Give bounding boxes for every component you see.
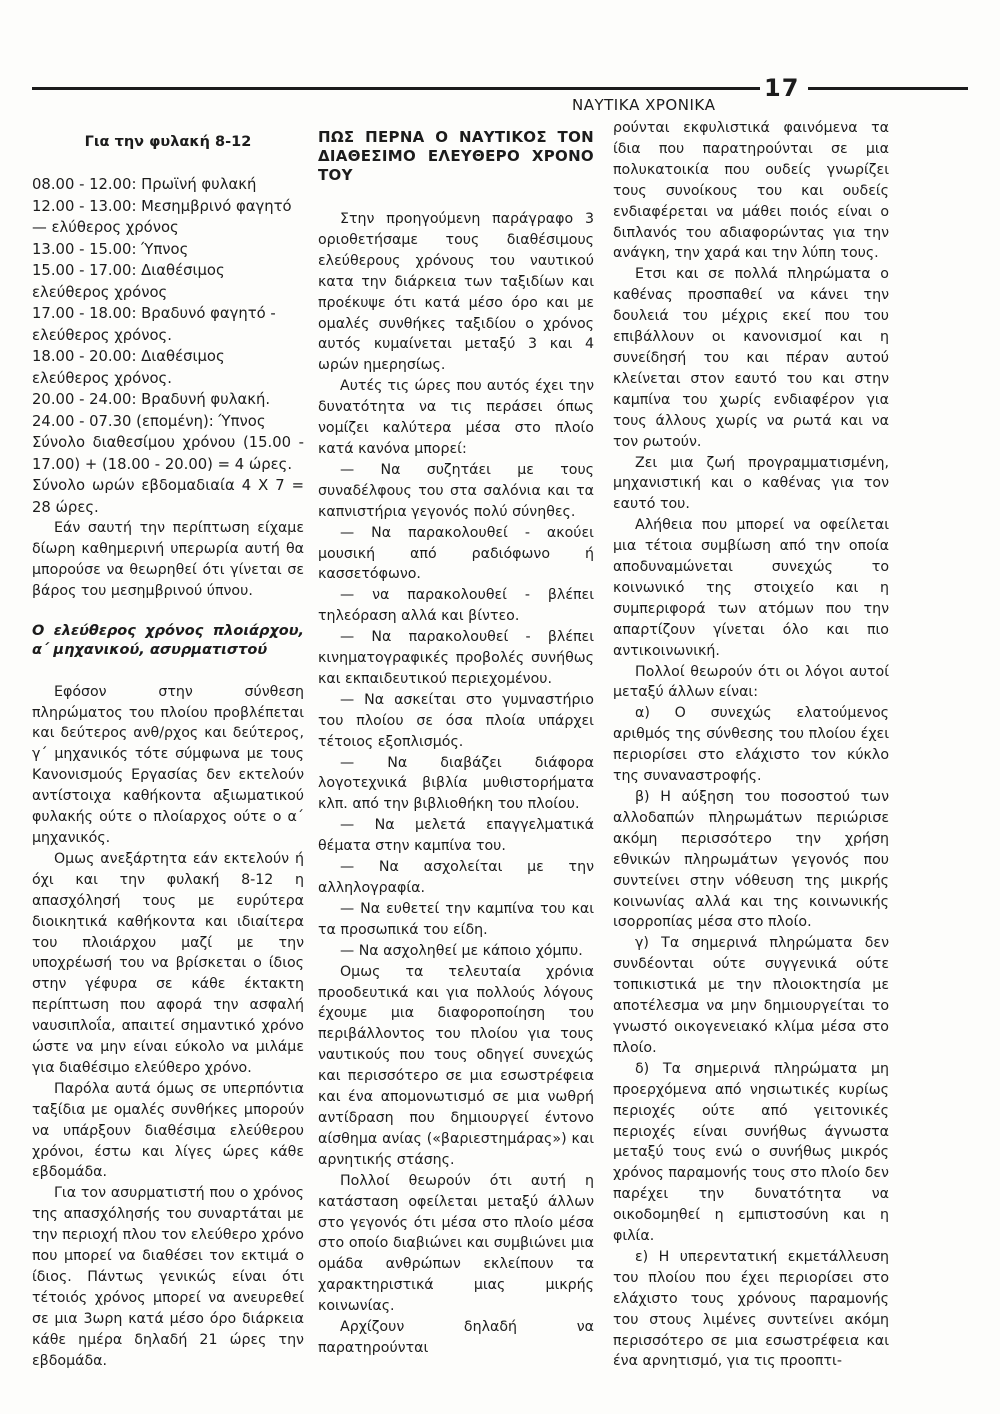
- list-item: — Να ασχολείται με την αλληλογραφία.: [318, 859, 594, 896]
- list-item: β) Η αύξηση του ποσοστού των αλλοδαπών πληρωμάτων περιώρισε ακόμη περισσότερο την χρήση εθνικών πληρωμάτων γεγονός που συντείνει στην νόθευση της μικρής κοινωνίας αλλά και της κοινωνικής ισορροπίας μέσα στο πλοίο.: [613, 789, 889, 931]
- paragraph: Ομως τα τελευταία χρόνια προοδευτικά και για πολλούς λόγους έχουμε μια διαφοροποίηση του περιβάλλοντος του πλοίου για τους ναυτικούς που τους οδηγεί συνεχώς και περισσότερο σε μια εσωστρέφεια και ένα απομονωτισμό σε μια νωθρή αντίδραση που δημιουργεί έντονο αίσθημα ανίας («βαριεστημάρας») και αρνητικής στάσης.: [318, 963, 594, 1168]
- section-heading-watch: Για την φυλακή 8-12: [84, 134, 252, 150]
- paragraph: Εφόσον στην σύνθεση πληρώματος του πλοίου προβλέπεται και δεύτερος ανθ/ρχος και δεύτερος, γ΄ μηχανικός τότε σύμφωνα με τους Κανονισμούς Εργασίας δεν εκτελούν αντίστοιχα καθήκοντα αξιωματικού φυλακής ούτε ο πλοίαρχος ούτε ο α΄ μηχανικός.: [32, 683, 304, 846]
- paragraph: Ζει μια ζωή προγραμματισμένη, μηχανιστική και ο καθένας για τον εαυτό του.: [613, 454, 889, 513]
- column-1: [32, 118, 304, 1372]
- paragraph: ρούνται εκφυλιστικά φαινόμενα τα ίδια που παρατηρούνται σε μια πολυκατοικία που ουδείς γνωρίζει τους συνοίκους του και ουδείς ενδιαφέρεται να μάθει ποιός είναι ο διπλανός του αδιαφορώντας για την ανάγκη, την χαρά και την λύπη τους.: [613, 120, 889, 262]
- list-item: — Να ευθετεί την καμπίνα του και τα προσωπικά του είδη.: [318, 900, 594, 938]
- paragraph: Ομως ανεξάρτητα εάν εκτελούν ή όχι και την φυλακή 8-12 η απασχόλησή τους με ευρύτερα διοικητικά καθήκοντα και ιδιαίτερα του πλοιάρχου μαζί με την υποχρέωσή του να βρίσκεται ο ίδιος στην γέφυρα σε κάθε έκτακτη περίπτωση που αφορά την ασφαλή ναυσιπλοΐα, απαιτεί σημαντικό χρόνο ώστε να μην είναι εύκολο να μιλάμε για διαθέσιμο ελεύθερο χρόνο.: [32, 850, 304, 1076]
- list-item: — Να παρακολουθεί - βλέπει κινηματογραφικές προβολές συνήθως και εκπαιδευτικού περιεχομένου.: [318, 629, 594, 687]
- schedule-line: 08.00 - 12.00: Πρωϊνή φυλακή: [32, 176, 257, 193]
- schedule-line: 12.00 - 13.00: Μεσημβρινό φαγητό — ελύθερος χρόνος: [32, 197, 292, 236]
- list-item: — Να ασκείται στο γυμναστήριο του πλοίου σε όσα πλοία υπάρχει τέτοιος εξοπλισμός.: [318, 691, 594, 750]
- running-title: ΝΑΥΤΙΚΑ ΧΡΟΝΙΚΑ: [572, 96, 716, 114]
- paragraph: Αυτές τις ώρες που αυτός έχει την δυνατότητα να τις περάσει όπως νομίζει καλύτερα μέσα στο πλοίο κατά κανόνα μπορεί:: [318, 378, 594, 457]
- list-item: α) Ο συνεχώς ελατούμενος αριθμός της σύνθεσης του πλοίου έχει περιορίσει στο ελάχιστο τον κύκλο της συναναστροφής.: [613, 705, 889, 785]
- list-item: — Να συζητάει με τους συναδέλφους του στα σαλόνια και τα καπνιστήρια γεγονός πολύ σύνηθες.: [318, 461, 594, 520]
- schedule-line: 18.00 - 20.00: Διαθέσιμος ελεύθερος χρόνος.: [32, 348, 225, 387]
- list-item: — Να διαβάζει διάφορα λογοτεχνικά βιβλία μυθιστορήματα κλπ. από την βιβλιοθήκη του πλοίου.: [318, 754, 594, 813]
- paragraph: Στην προηγούμενη παράγραφο 3 οριοθετήσαμε τους διαθέσιμους ελεύθερους χρόνους του ναυτικού κατα την διάρκεια των ταξιδίων και προέκυψε ότι κατά μέσο όρο και με ομαλές συνθήκες ταξιδίου ο χρόνος αυτός κυμαίνεται μεταξύ 3 και 4 ωρών ημερησίως.: [318, 211, 594, 374]
- schedule-weekly-total: Σύνολο ωρών εβδομαδιαία 4 X 7 = 28 ώρες.: [32, 477, 304, 516]
- schedule-total: Σύνολο διαθεσίμου χρόνου (15.00 - 17.00) + (18.00 - 20.00) = 4 ώρες.: [32, 434, 304, 473]
- article-heading: ΠΩΣ ΠΕΡΝΑ Ο ΝΑΥΤΙΚΟΣ ΤΟΝ ΔΙΑΘΕΣΙΜΟ ΕΛΕΥΘΕΡΟ ΧΡΟΝΟ ΤΟΥ: [318, 128, 594, 184]
- list-item: δ) Τα σημερινά πληρώματα μη προερχόμενα από νησιωτικές κυρίως περιοχές ούτε από γειτονικές περιοχές είναι συνήθως άγνωστα μεταξύ τους ενώ ο συνήθως μικρός χρόνος παραμονής τους στο πλοίο δεν παρέχει την δυνατότητα να οικοδομηθεί η εμπιστοσύνη και η φιλία.: [613, 1060, 889, 1245]
- list-item: — Να ασχοληθεί με κάποιο χόμπυ.: [340, 942, 583, 959]
- schedule-line: 17.00 - 18.00: Βραδυνό φαγητό - ελεύθερος χρόνος.: [32, 305, 276, 344]
- schedule-line: 20.00 - 24.00: Βραδυνή φυλακή.: [32, 391, 271, 408]
- paragraph: Πολλοί θεωρούν ότι οι λόγοι αυτοί μεταξύ άλλων είναι:: [613, 663, 889, 701]
- section-heading-captain: Ο ελεύθερος χρόνος πλοιάρχου, α΄ μηχανικού, ασυρματιστού: [32, 622, 304, 658]
- column-3: [613, 118, 889, 1372]
- paragraph: Για τον ασυρματιστή που ο χρόνος της απασχόλησής του συναρτάται με την περιοχή πλου τον ελεύθερο χρόνο που μπορεί να διαθέσει τον εκτιμά ο ίδιος. Πάντως γενικώς είναι ότι τέτοιός χρόνος μπορεί να ανευρεθεί σε μια 3ωρη κατά μέσο όρο διάρκεια κάθε ημέρα δηλαδή 21 ώρες την εβδομάδα.: [32, 1185, 304, 1369]
- list-item: γ) Τα σημερινά πληρώματα δεν συνδέονται ούτε συγγενικά ούτε τοπικιστικά με την πλοιοκτησία με αποτέλεσμα να μην δημιουργείται το γνωστό οικογενειακό κλίμα μέσα στο πλοίο.: [613, 935, 889, 1056]
- paragraph: Αρχίζουν δηλαδή να παρατηρούνται: [318, 1319, 594, 1356]
- list-item: ε) Η υπερεντατική εκμετάλλευση του πλοίου που έχει περιορίσει στο ελάχιστο τους χρόνους παραμονής του στους λιμένες συντείνει ακόμη περισσότερο σε μια εσωστρέφεια και ένα αρνητισμό, για τις προοπτι-: [613, 1248, 889, 1370]
- column-2: [318, 118, 594, 1359]
- page-number: 17: [764, 74, 800, 102]
- paragraph: Εάν σαυτή την περίπτωση είχαμε δίωρη καθημερινή υπερωρία αυτή θα μπορούσε να θεωρηθεί ότι γίνεται σε βάρος του μεσημβρινού ύπνου.: [32, 520, 304, 599]
- paragraph: Αλήθεια που μπορεί να οφείλεται μια τέτοια συμβίωση από την οποία αποδυναμώνεται συνεχώς το κοινωνικό της στοιχείο και η συμπεριφορά των ατόμων που την απαρτίζουν γίνεται όλο και πιο αντικοινωνική.: [613, 517, 889, 659]
- list-item: — να παρακολουθεί - βλέπει τηλεόραση αλλά και βίντεο.: [318, 587, 594, 625]
- list-item: — Να μελετά επαγγελματικά θέματα στην καμπίνα του.: [318, 817, 594, 855]
- header-rule-right: [808, 87, 968, 90]
- paragraph: Παρόλα αυτά όμως σε υπερπόντια ταξίδια με ομαλές συνθήκες μπορούν να υπάρξουν διαθέσιμα ελεύθερου χρόνοι, έστω και λίγες ώρες κάθε εβδομάδα.: [32, 1080, 304, 1181]
- schedule-line: 15.00 - 17.00: Διαθέσιμος ελεύθερος χρόνος: [32, 262, 225, 301]
- paragraph: Πολλοί θεωρούν ότι αυτή η κατάσταση οφείλεται μεταξύ άλλων στο γεγονός ότι μέσα στο πλοίο μέσα στο οποίο διαβιώνει και συμβιώνει μια ομάδα ανθρώπων εκλείπουν τα χαρακτηριστικά μιας μικρής κοινωνίας.: [318, 1172, 594, 1315]
- schedule-line: 13.00 - 15.00: Ύπνος: [32, 240, 189, 258]
- header-rule-left: [32, 87, 760, 90]
- schedule-line: 24.00 - 07.30 (επομένη): Ύπνος: [32, 412, 266, 430]
- paragraph: Ετσι και σε πολλά πληρώματα ο καθένας προσπαθεί να κάνει την δουλειά του μέχρις εκεί που του επιβάλλουν οι κανονισμοί και η συνείδησή του και πέραν αυτού κλείνεται στον εαυτό του και στην καμπίνα του χωρίς ενδιαφέρον για τους άλλους χωρίς να ρωτά και να τον ρωτούν.: [613, 266, 889, 450]
- list-item: — Να παρακολουθεί - ακούει μουσική από ραδιόφωνο ή κασσετόφωνο.: [318, 524, 594, 583]
